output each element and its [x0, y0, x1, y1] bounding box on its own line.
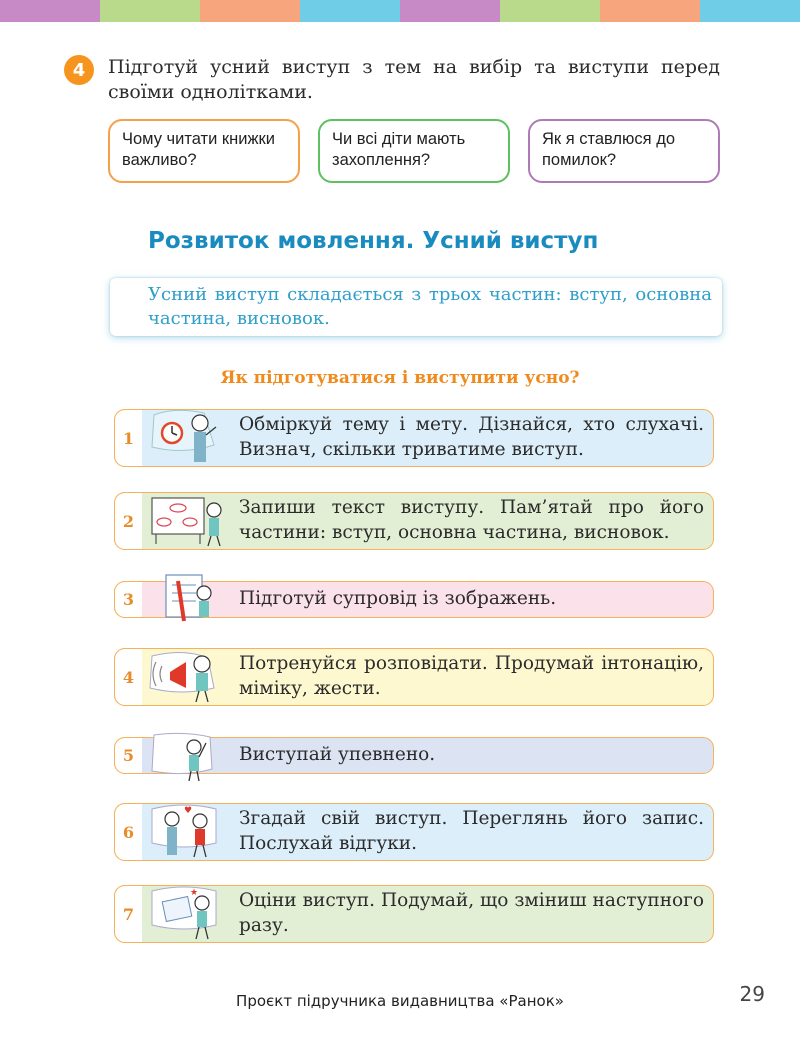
feedback-kids-icon	[144, 799, 232, 861]
step-1	[114, 409, 714, 467]
writing-plan-icon	[144, 488, 232, 550]
svg-text:♥: ♥	[184, 806, 193, 816]
footer-publisher: Проєкт підручника видавництва «Ранок»	[236, 992, 564, 1010]
stripe	[0, 0, 100, 22]
step-text: Виступай упевнено.	[239, 744, 436, 765]
rule-text: Усний виступ складається з трьох частин: вступ, основна частина, висновок.	[148, 284, 712, 329]
stripe	[700, 0, 800, 22]
megaphone-icon	[144, 644, 232, 706]
stripe	[500, 0, 600, 22]
how-to-title: Як підготуватися і виступити усно?	[220, 368, 580, 388]
task-instruction: Підготуй усний виступ з тем на вибір та виступи перед своїми однолітками.	[108, 56, 720, 103]
step-text: Обміркуй тему і мету. Дізнайся, хто слухачі. Визнач, скільки триватиме виступ.	[239, 414, 704, 460]
stripe	[400, 0, 500, 22]
topic-card-mistakes[interactable]	[528, 119, 720, 183]
step-number: 7	[114, 885, 142, 943]
rule-box	[110, 278, 722, 336]
evaluate-icon	[144, 881, 232, 943]
topic-text: Чи всі діти мають захоплення?	[332, 130, 466, 169]
step-text: Оціни виступ. Подумай, що зміниш наступного разу.	[239, 890, 704, 936]
pencil-checklist-icon	[144, 571, 232, 627]
top-color-stripes	[0, 0, 800, 22]
clock-think-icon	[144, 405, 232, 467]
step-text: Потренуйся розповідати. Продумай інтонацію, міміку, жести.	[239, 653, 704, 699]
step-number: 6	[114, 803, 142, 861]
step-number: 4	[114, 648, 142, 706]
step-number: 3	[114, 581, 142, 618]
task-number-badge: 4	[64, 55, 94, 85]
waving-kid-icon	[144, 729, 232, 785]
page-number: 29	[739, 982, 765, 1006]
step-4	[114, 648, 714, 706]
step-7	[114, 885, 714, 943]
step-number: 1	[114, 409, 142, 467]
section-title: Розвиток мовлення. Усний виступ	[148, 228, 599, 254]
topic-text: Чому читати книжки важливо?	[122, 130, 275, 169]
topic-card-hobbies[interactable]	[318, 119, 510, 183]
step-text: Підготуй супровід із зображень.	[239, 588, 557, 609]
step-6	[114, 803, 714, 861]
stripe	[100, 0, 200, 22]
step-text: Згадай свій виступ. Переглянь його запис. Послухай відгуки.	[239, 808, 704, 854]
step-2	[114, 492, 714, 550]
svg-text:★: ★	[190, 888, 199, 898]
step-5	[114, 737, 714, 774]
topic-text: Як я ставлюся до помилок?	[542, 130, 675, 169]
step-3	[114, 581, 714, 618]
topic-card-books[interactable]	[108, 119, 300, 183]
step-number: 5	[114, 737, 142, 774]
step-text: Запиши текст виступу. Пам’ятай про його частини: вступ, основна частина, висновок.	[239, 497, 704, 543]
stripe	[200, 0, 300, 22]
stripe	[300, 0, 400, 22]
step-number: 2	[114, 492, 142, 550]
stripe	[600, 0, 700, 22]
